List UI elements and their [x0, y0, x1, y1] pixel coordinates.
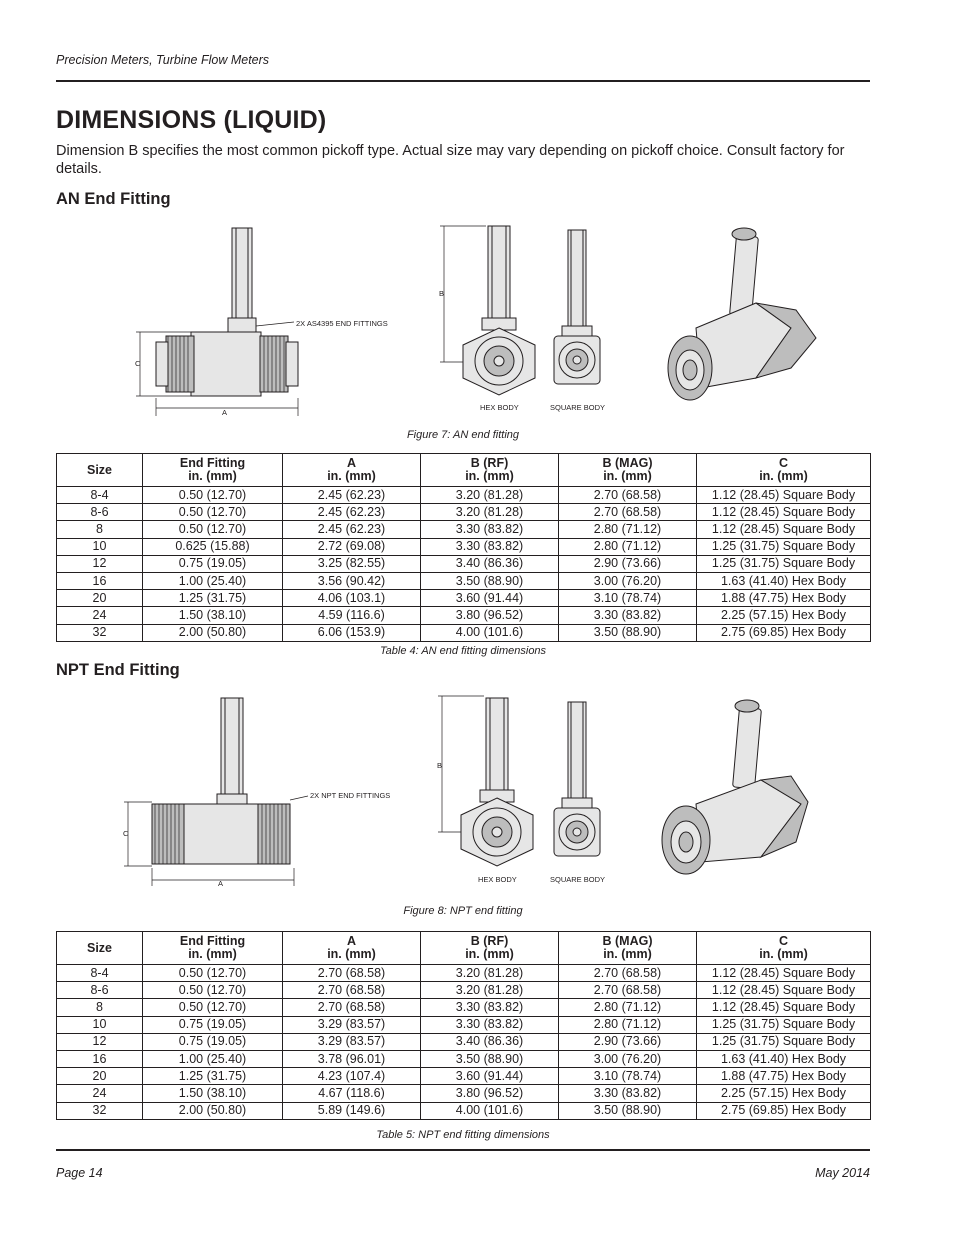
- cell-end-fitting: 0.50 (12.70): [143, 487, 283, 504]
- cell-a: 3.29 (83.57): [283, 1016, 421, 1033]
- cell-c: 2.25 (57.15) Hex Body: [697, 607, 871, 624]
- cell-a: 2.45 (62.23): [283, 521, 421, 538]
- cell-a: 3.29 (83.57): [283, 1033, 421, 1050]
- cell-a: 2.70 (68.58): [283, 965, 421, 982]
- col-a: A in. (mm): [283, 454, 421, 487]
- cell-b-rf: 3.50 (88.90): [421, 572, 559, 589]
- npt-dim-b-label: B: [437, 761, 443, 770]
- cell-b-mag: 2.90 (73.66): [559, 1033, 697, 1050]
- cell-a: 2.70 (68.58): [283, 999, 421, 1016]
- col-c: C in. (mm): [697, 932, 871, 965]
- an-dimensions-table: [56, 453, 871, 642]
- table-row: [57, 1068, 871, 1085]
- cell-c: 2.75 (69.85) Hex Body: [697, 1102, 871, 1119]
- npt-square-body-label: SQUARE BODY: [550, 875, 606, 884]
- cell-c: 1.12 (28.45) Square Body: [697, 504, 871, 521]
- cell-size: 12: [57, 1033, 143, 1050]
- an-dim-c-label: C: [135, 359, 141, 368]
- cell-size: 16: [57, 1050, 143, 1067]
- npt-hex-body-view: [437, 696, 533, 884]
- page-number: Page 14: [56, 1166, 103, 1180]
- npt-hex-body-label: HEX BODY: [478, 875, 517, 884]
- table-row: [57, 1016, 871, 1033]
- cell-size: 24: [57, 607, 143, 624]
- table-row: [57, 982, 871, 999]
- an-side-view: [135, 228, 388, 417]
- running-head: Precision Meters, Turbine Flow Meters: [56, 53, 270, 67]
- table-header-row: [57, 932, 871, 965]
- cell-size: 8-4: [57, 965, 143, 982]
- col-b-mag: B (MAG) in. (mm): [559, 932, 697, 965]
- cell-b-rf: 3.40 (86.36): [421, 1033, 559, 1050]
- cell-b-mag: 3.50 (88.90): [559, 624, 697, 641]
- cell-a: 2.70 (68.58): [283, 982, 421, 999]
- table-row: [57, 487, 871, 504]
- cell-a: 4.06 (103.1): [283, 590, 421, 607]
- table-row: [57, 504, 871, 521]
- cell-c: 1.63 (41.40) Hex Body: [697, 572, 871, 589]
- npt-square-body-view: [550, 702, 605, 884]
- table-row: [57, 1102, 871, 1119]
- cell-end-fitting: 0.50 (12.70): [143, 521, 283, 538]
- table-row: [57, 999, 871, 1016]
- cell-c: 1.25 (31.75) Square Body: [697, 538, 871, 555]
- cell-size: 8-6: [57, 982, 143, 999]
- header-rule: [56, 80, 870, 82]
- table-row: [57, 538, 871, 555]
- table-row: [57, 1050, 871, 1067]
- npt-dimensions-table: [56, 931, 871, 1120]
- cell-c: 1.12 (28.45) Square Body: [697, 982, 871, 999]
- cell-b-rf: 3.20 (81.28): [421, 982, 559, 999]
- cell-end-fitting: 0.50 (12.70): [143, 504, 283, 521]
- an-figure-caption: Figure 7: AN end fitting: [406, 429, 520, 441]
- cell-b-rf: 3.40 (86.36): [421, 555, 559, 572]
- cell-b-mag: 3.50 (88.90): [559, 1102, 697, 1119]
- cell-c: 1.88 (47.75) Hex Body: [697, 590, 871, 607]
- col-c: C in. (mm): [697, 454, 871, 487]
- cell-size: 8: [57, 521, 143, 538]
- cell-size: 32: [57, 624, 143, 641]
- cell-b-mag: 2.70 (68.58): [559, 487, 697, 504]
- cell-b-mag: 3.30 (83.82): [559, 1085, 697, 1102]
- npt-figure-caption: Figure 8: NPT end fitting: [403, 905, 523, 917]
- an-hex-body-view: [439, 226, 535, 412]
- cell-c: 1.25 (31.75) Square Body: [697, 1016, 871, 1033]
- cell-b-mag: 2.90 (73.66): [559, 555, 697, 572]
- cell-a: 4.59 (116.6): [283, 607, 421, 624]
- an-table-caption: Table 4: AN end fitting dimensions: [379, 645, 547, 657]
- cell-end-fitting: 0.75 (19.05): [143, 555, 283, 572]
- table-row: [57, 521, 871, 538]
- npt-heading: NPT End Fitting: [56, 661, 180, 679]
- col-size: Size: [57, 454, 143, 487]
- cell-size: 8: [57, 999, 143, 1016]
- table-row: [57, 624, 871, 641]
- col-a: A in. (mm): [283, 932, 421, 965]
- cell-size: 20: [57, 590, 143, 607]
- cell-b-mag: 2.80 (71.12): [559, 999, 697, 1016]
- cell-c: 2.75 (69.85) Hex Body: [697, 624, 871, 641]
- cell-b-rf: 3.30 (83.82): [421, 999, 559, 1016]
- table-row: [57, 1033, 871, 1050]
- col-b-rf: B (RF) in. (mm): [421, 932, 559, 965]
- cell-b-mag: 3.00 (76.20): [559, 572, 697, 589]
- cell-b-rf: 3.30 (83.82): [421, 538, 559, 555]
- cell-a: 2.45 (62.23): [283, 487, 421, 504]
- col-end-fitting: End Fitting in. (mm): [143, 932, 283, 965]
- an-square-body-view: [550, 230, 605, 412]
- cell-end-fitting: 0.75 (19.05): [143, 1033, 283, 1050]
- cell-end-fitting: 1.00 (25.40): [143, 572, 283, 589]
- table-row: [57, 590, 871, 607]
- cell-b-rf: 3.60 (91.44): [421, 590, 559, 607]
- intro-paragraph: Dimension B specifies the most common pickoff type. Actual size may vary depending on pickoff choice. Consult factory for details.: [56, 143, 845, 177]
- table-row: [57, 965, 871, 982]
- cell-a: 4.23 (107.4): [283, 1068, 421, 1085]
- cell-end-fitting: 0.50 (12.70): [143, 982, 283, 999]
- cell-a: 3.56 (90.42): [283, 572, 421, 589]
- cell-end-fitting: 1.50 (38.10): [143, 607, 283, 624]
- cell-size: 20: [57, 1068, 143, 1085]
- cell-a: 4.67 (118.6): [283, 1085, 421, 1102]
- col-end-fitting: End Fitting in. (mm): [143, 454, 283, 487]
- cell-b-rf: 3.50 (88.90): [421, 1050, 559, 1067]
- footer-rule: [56, 1149, 870, 1151]
- an-fittings-label: 2X AS4395 END FITTINGS: [296, 319, 388, 328]
- table-header-row: [57, 454, 871, 487]
- cell-size: 10: [57, 1016, 143, 1033]
- cell-a: 3.78 (96.01): [283, 1050, 421, 1067]
- page-title: DIMENSIONS (LIQUID): [56, 106, 327, 134]
- cell-c: 1.25 (31.75) Square Body: [697, 1033, 871, 1050]
- cell-size: 32: [57, 1102, 143, 1119]
- cell-b-rf: 4.00 (101.6): [421, 624, 559, 641]
- cell-b-mag: 2.80 (71.12): [559, 1016, 697, 1033]
- an-isometric-view: [668, 228, 816, 400]
- cell-b-mag: 3.30 (83.82): [559, 607, 697, 624]
- cell-c: 2.25 (57.15) Hex Body: [697, 1085, 871, 1102]
- col-b-rf: B (RF) in. (mm): [421, 454, 559, 487]
- cell-b-mag: 2.70 (68.58): [559, 965, 697, 982]
- an-square-body-label: SQUARE BODY: [550, 403, 606, 412]
- cell-end-fitting: 1.50 (38.10): [143, 1085, 283, 1102]
- table-row: [57, 572, 871, 589]
- cell-b-rf: 3.20 (81.28): [421, 487, 559, 504]
- cell-a: 6.06 (153.9): [283, 624, 421, 641]
- cell-end-fitting: 0.75 (19.05): [143, 1016, 283, 1033]
- cell-b-rf: 3.20 (81.28): [421, 504, 559, 521]
- cell-size: 8-6: [57, 504, 143, 521]
- cell-size: 24: [57, 1085, 143, 1102]
- cell-c: 1.88 (47.75) Hex Body: [697, 1068, 871, 1085]
- cell-size: 10: [57, 538, 143, 555]
- col-b-mag: B (MAG) in. (mm): [559, 454, 697, 487]
- cell-b-rf: 3.80 (96.52): [421, 1085, 559, 1102]
- cell-end-fitting: 2.00 (50.80): [143, 1102, 283, 1119]
- npt-side-view: [123, 698, 390, 888]
- cell-end-fitting: 1.25 (31.75): [143, 1068, 283, 1085]
- npt-dim-c-label: C: [123, 829, 129, 838]
- cell-a: 2.45 (62.23): [283, 504, 421, 521]
- npt-dim-a-label: A: [218, 879, 224, 888]
- an-dim-a-label: A: [222, 408, 228, 417]
- publish-date: May 2014: [815, 1166, 870, 1180]
- cell-c: 1.12 (28.45) Square Body: [697, 965, 871, 982]
- cell-b-mag: 2.70 (68.58): [559, 504, 697, 521]
- cell-b-rf: 3.30 (83.82): [421, 521, 559, 538]
- cell-end-fitting: 0.50 (12.70): [143, 965, 283, 982]
- cell-c: 1.12 (28.45) Square Body: [697, 521, 871, 538]
- cell-b-rf: 3.60 (91.44): [421, 1068, 559, 1085]
- cell-b-rf: 4.00 (101.6): [421, 1102, 559, 1119]
- cell-b-mag: 3.10 (78.74): [559, 590, 697, 607]
- cell-size: 12: [57, 555, 143, 572]
- cell-b-mag: 2.80 (71.12): [559, 521, 697, 538]
- cell-b-mag: 2.80 (71.12): [559, 538, 697, 555]
- npt-table-caption: Table 5: NPT end fitting dimensions: [376, 1129, 550, 1141]
- cell-b-mag: 3.00 (76.20): [559, 1050, 697, 1067]
- cell-b-rf: 3.30 (83.82): [421, 1016, 559, 1033]
- an-figure: [56, 218, 870, 418]
- cell-c: 1.12 (28.45) Square Body: [697, 999, 871, 1016]
- cell-c: 1.25 (31.75) Square Body: [697, 555, 871, 572]
- cell-size: 8-4: [57, 487, 143, 504]
- an-heading: AN End Fitting: [56, 190, 171, 208]
- cell-c: 1.63 (41.40) Hex Body: [697, 1050, 871, 1067]
- cell-a: 3.25 (82.55): [283, 555, 421, 572]
- an-hex-body-label: HEX BODY: [480, 403, 519, 412]
- npt-figure: [56, 692, 870, 892]
- cell-end-fitting: 1.00 (25.40): [143, 1050, 283, 1067]
- cell-end-fitting: 0.50 (12.70): [143, 999, 283, 1016]
- an-dim-b-label: B: [439, 289, 445, 298]
- cell-a: 5.89 (149.6): [283, 1102, 421, 1119]
- cell-b-rf: 3.80 (96.52): [421, 607, 559, 624]
- npt-isometric-view: [662, 700, 808, 874]
- table-row: [57, 555, 871, 572]
- cell-b-mag: 2.70 (68.58): [559, 982, 697, 999]
- table-row: [57, 607, 871, 624]
- npt-fittings-label: 2X NPT END FITTINGS: [310, 791, 391, 800]
- col-size: Size: [57, 932, 143, 965]
- table-row: [57, 1085, 871, 1102]
- cell-end-fitting: 0.625 (15.88): [143, 538, 283, 555]
- cell-a: 2.72 (69.08): [283, 538, 421, 555]
- cell-c: 1.12 (28.45) Square Body: [697, 487, 871, 504]
- cell-end-fitting: 1.25 (31.75): [143, 590, 283, 607]
- cell-b-mag: 3.10 (78.74): [559, 1068, 697, 1085]
- cell-b-rf: 3.20 (81.28): [421, 965, 559, 982]
- cell-size: 16: [57, 572, 143, 589]
- cell-end-fitting: 2.00 (50.80): [143, 624, 283, 641]
